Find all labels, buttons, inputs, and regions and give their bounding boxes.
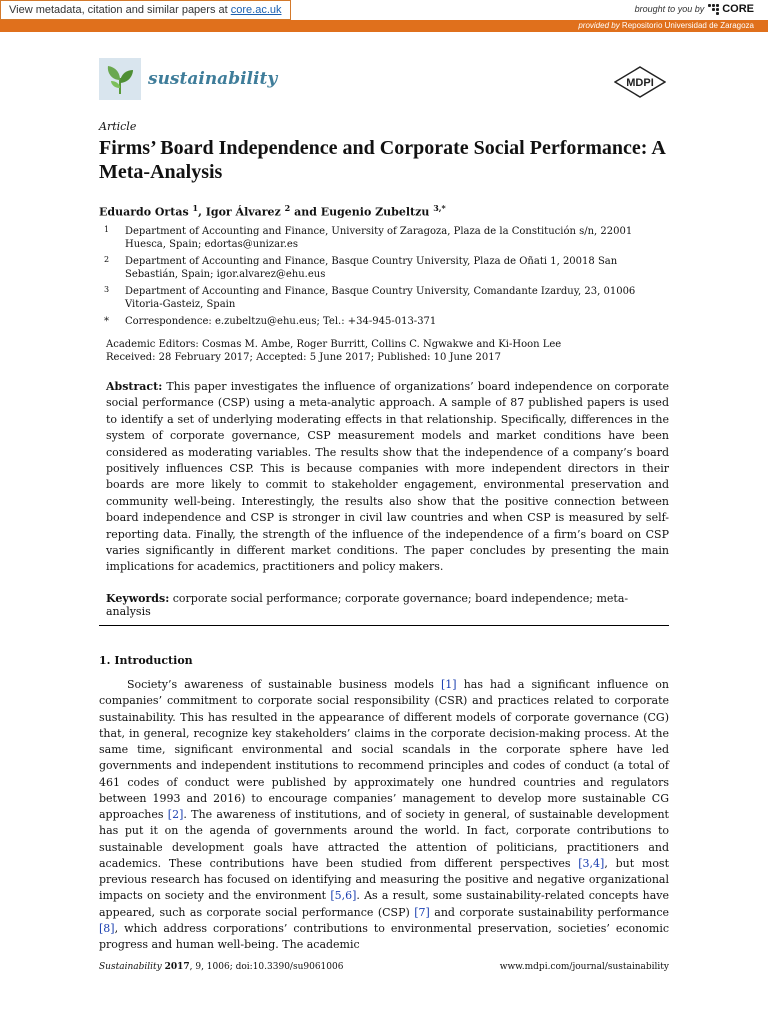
mdpi-logo-text: MDPI <box>626 77 654 89</box>
author-name: Igor Álvarez <box>205 205 281 219</box>
keywords-label: Keywords: <box>106 592 170 605</box>
correspondence-item <box>104 315 644 328</box>
affiliation-list <box>104 225 644 332</box>
core-logo[interactable] <box>708 3 754 15</box>
mdpi-logo <box>614 66 666 98</box>
citation-link[interactable]: [8] <box>99 921 115 935</box>
core-provided-strip <box>0 20 768 32</box>
section-heading-introduction: 1. Introduction <box>99 654 193 667</box>
core-link[interactable]: core.ac.uk <box>230 4 282 16</box>
citation-link[interactable]: [7] <box>414 905 430 919</box>
article-type: Article <box>99 120 137 133</box>
affiliation-item <box>104 285 644 311</box>
core-banner <box>0 0 768 32</box>
core-lead-text: View metadata, citation and similar papers at <box>9 4 231 16</box>
affiliation-text: Department of Accounting and Finance, Basque Country University, Plaza de Oñati 1, 20018 San Sebastián, Spain; igor.alvarez@ehu.eus <box>125 256 618 280</box>
author-affiliation-mark: 3,* <box>433 203 446 213</box>
author-name: Eugenio Zubeltzu <box>320 205 430 219</box>
correspondence-mark: * <box>104 316 109 327</box>
footer-journal: Sustainability <box>99 962 162 972</box>
citation-link[interactable]: [1] <box>441 678 457 691</box>
article-meta <box>106 338 561 364</box>
keywords-text: corporate social performance; corporate governance; board independence; meta-analysis <box>106 592 629 618</box>
affiliation-number: 3 <box>104 285 110 294</box>
author-list <box>99 203 446 219</box>
footer-url[interactable]: www.mdpi.com/journal/sustainability <box>499 962 669 972</box>
core-brand[interactable] <box>635 3 754 15</box>
introduction-paragraph <box>99 677 669 953</box>
citation-link[interactable]: [3,4] <box>578 856 605 870</box>
introduction-text: Society’s awareness of sustainable business models <box>127 678 442 691</box>
abstract <box>106 379 669 576</box>
core-dots-icon <box>708 4 720 14</box>
academic-editors: Academic Editors: Cosmas M. Ambe, Roger Burritt, Collins C. Ngwakwe and Ki-Hoon Lee <box>106 339 562 350</box>
affiliation-number: 1 <box>104 225 110 234</box>
keywords <box>106 592 669 618</box>
affiliation-item <box>104 255 644 281</box>
affiliation-text: Department of Accounting and Finance, Basque Country University, Comandante Izarduy, 23, 01006 Vitoria-Gasteiz, Spain <box>125 286 636 310</box>
introduction-text: . As a result, some sustainability-related concepts have appeared, such as corporate social performance (CSP) <box>99 889 669 919</box>
affiliation-text: Department of Accounting and Finance, University of Zaragoza, Plaza de la Constitución s/n, 22001 Huesca, Spain; edortas@unizar.es <box>125 226 633 250</box>
core-metadata-link-box[interactable] <box>0 0 291 20</box>
publication-dates: Received: 28 February 2017; Accepted: 5 June 2017; Published: 10 June 2017 <box>106 352 501 363</box>
abstract-text: This paper investigates the influence of organizations’ board independence on corporate social performance (CSP) using a meta-analytic approach. A sample of 87 published papers is used to identify a set of underlying moderating effects in that relationship. Specifically, differences in the system of corporate governance, CSP measurement models and market conditions have been considered as moderating variables. The results show that the independence of a company’s board positively influences CSP. This is because companies with more independent directors in their boards are more likely to commit to stakeholder engagement, environmental preservation and community well-being. Interestingly, the results also show that the positive connection between board independence and CSP is stronger in civil law countries and when CSP is measured by self-reporting data. Finally, the strength of the influence of the independence of a firm’s board on CSP varies significantly in different market conditions. The paper concludes by presenting the main implications for academics, practitioners and policy makers. <box>106 380 669 574</box>
abstract-label: Abstract: <box>106 380 163 393</box>
correspondence-text: Correspondence: e.zubeltzu@ehu.eus; Tel.: +34-945-013-371 <box>125 316 437 327</box>
core-provided-prefix: provided by <box>578 21 620 30</box>
section-divider <box>99 625 669 626</box>
author-name: Eduardo Ortas <box>99 205 189 219</box>
introduction-text: , which address corporations’ contributions to environmental preservation, societies’ economic progress and human well-being. The academic <box>99 921 669 951</box>
introduction-text: and corporate sustainability performance <box>429 905 669 919</box>
footer-year: 2017 <box>164 962 190 972</box>
introduction-text: has had a significant influence on companies’ commitment to corporate social responsibility (CSR) and practices related to corporate sustainability. This has resulted in the appearance of different models of corporate governance (CG) that, in general, recognize key stakeholders’ claims in the corporate decision-making process. At the same time, significant environmental and social scandals in the corporate sphere have led governments and independent institutions to recommend principles and codes of conduct (a total of 461 codes of conduct were published by approximately one hundred countries and regulators between 1993 and 2016) to encourage companies’ management to develop more sustainable CG approaches <box>99 678 669 821</box>
author-affiliation-mark: 1 <box>192 203 199 213</box>
author-separator: and <box>290 205 321 219</box>
core-brought-text: brought to you by <box>634 4 705 14</box>
article-title: Firms’ Board Independence and Corporate Social Performance: A Meta-Analysis <box>99 137 665 183</box>
citation-link[interactable]: [2] <box>167 808 184 821</box>
author-separator: , <box>198 205 206 219</box>
core-provided-source[interactable]: Repositorio Universidad de Zaragoza <box>621 21 754 30</box>
citation-link[interactable]: [5,6] <box>330 889 357 903</box>
journal-leaf-logo-icon <box>99 58 141 100</box>
footer-doi: , 9, 1006; doi:10.3390/su9061006 <box>189 962 344 972</box>
journal-name: sustainability <box>148 69 278 89</box>
footer-citation <box>99 962 343 972</box>
affiliation-item <box>104 225 644 251</box>
introduction-body <box>99 677 669 953</box>
author-affiliation-mark: 2 <box>284 203 291 213</box>
introduction-text: , but most previous research has focused on identifying and measuring the positive and negative organizational impacts on society and the environment <box>99 856 670 903</box>
core-label: CORE <box>722 3 754 15</box>
introduction-text: . The awareness of institutions, and of society in general, of sustainable development has put it on the agenda of governments around the world. In fact, corporate contributions to sustainable development goals have attracted the attention of politicians, practitioners and academics. These contributions have been studied from different perspectives <box>99 808 669 870</box>
affiliation-number: 2 <box>104 255 110 264</box>
